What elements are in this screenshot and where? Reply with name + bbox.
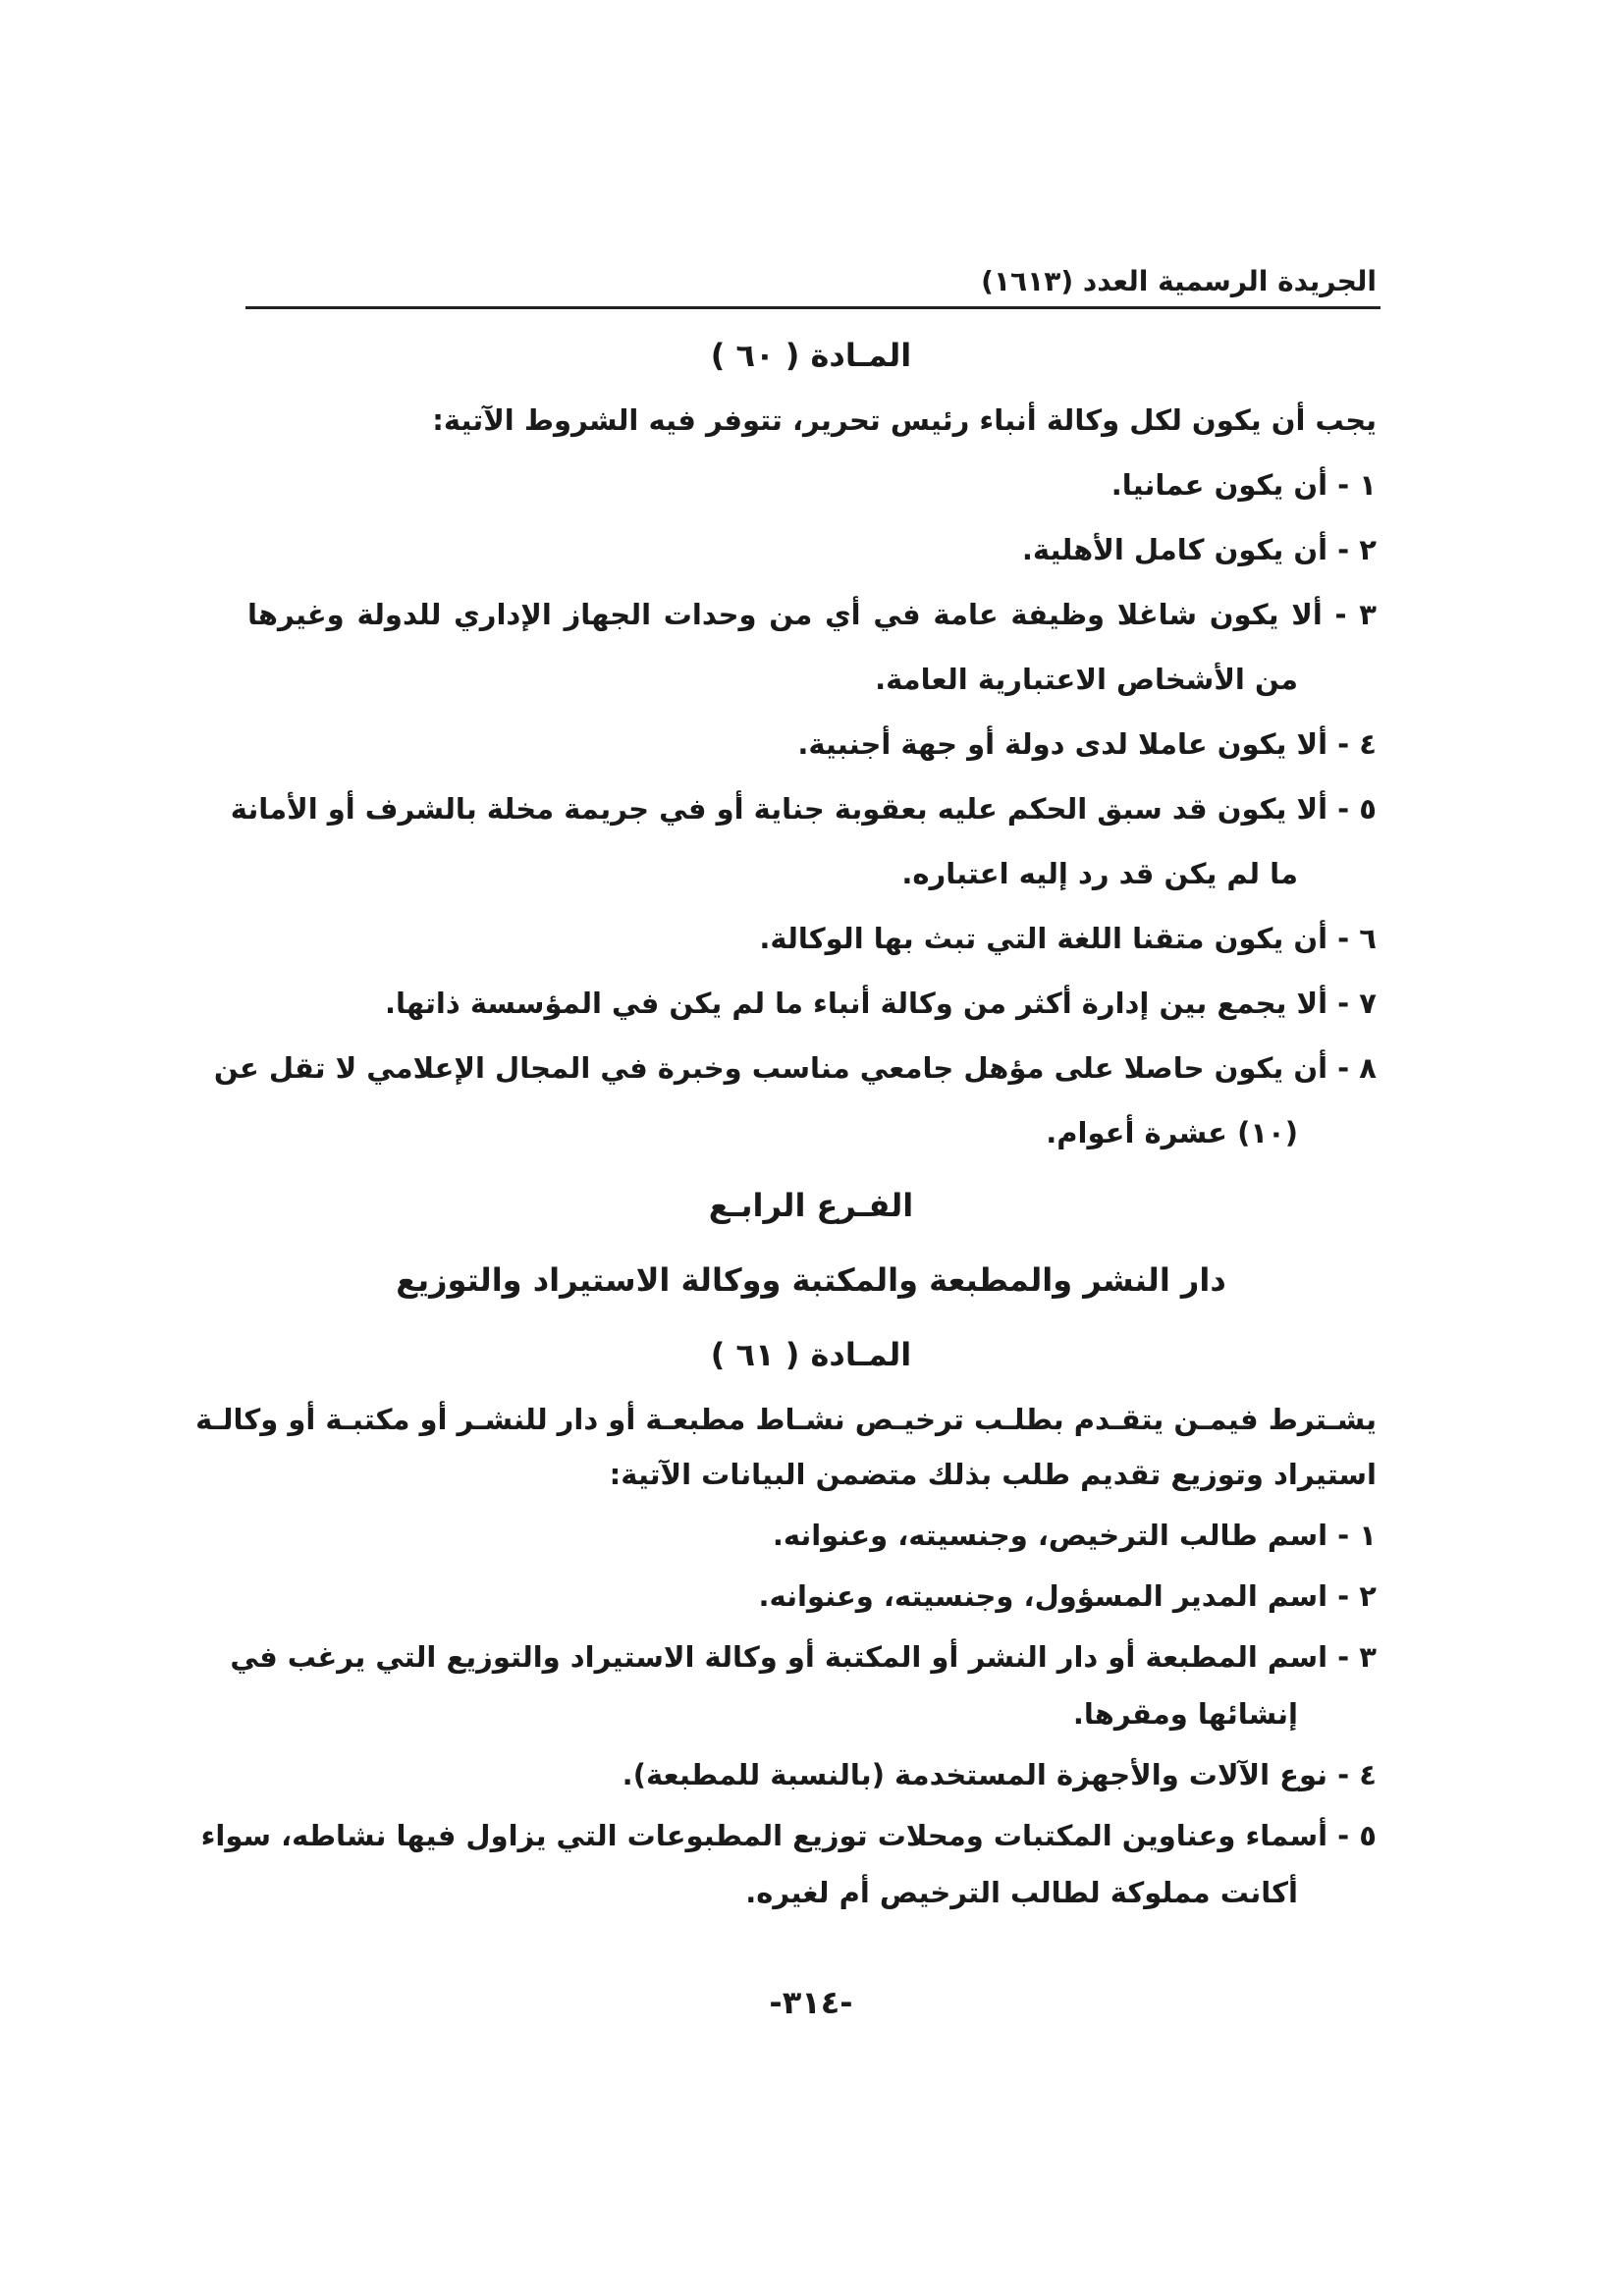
article-60-title: المـادة ( ٦٠ ) xyxy=(710,337,912,374)
article-60-item-5-cont: ما لم يكن قد رد إليه اعتباره. xyxy=(901,857,1298,890)
article-60-item-3: ٣ - ألا يكون شاغلا وظيفة عامة في أي من وحدات الجهاز الإداري للدولة وغيرها xyxy=(247,598,1377,631)
article-60-item-8: ٨ - أن يكون حاصلا على مؤهل جامعي مناسب وخبرة في المجال الإعلامي لا تقل عن xyxy=(213,1051,1377,1085)
article-60-item-3-cont: من الأشخاص الاعتبارية العامة. xyxy=(875,663,1298,696)
article-60-intro: يجب أن يكون لكل وكالة أنباء رئيس تحرير، تتوفر فيه الشروط الآتية: xyxy=(432,403,1377,437)
article-60-item-8-cont: (١٠) عشرة أعوام. xyxy=(1046,1116,1298,1149)
article-60-item-5: ٥ - ألا يكون قد سبق الحكم عليه بعقوبة جناية أو في جريمة مخلة بالشرف أو الأمانة xyxy=(230,792,1377,826)
article-61-title: المـادة ( ٦١ ) xyxy=(710,1336,912,1373)
article-61-item-5-cont: أكانت مملوكة لطالب الترخيص أم لغيره. xyxy=(745,1876,1298,1909)
running-header-title: الجريدة الرسمية العدد (١٦١٣) xyxy=(981,265,1377,297)
branch-title: الفـرع الرابـع xyxy=(708,1187,914,1224)
article-61-item-3: ٣ - اسم المطبعة أو دار النشر أو المكتبة أو وكالة الاستيراد والتوزيع التي يرغب في xyxy=(230,1640,1377,1674)
article-60-item-6: ٦ - أن يكون متقنا اللغة التي تبث بها الوكالة. xyxy=(759,922,1377,955)
article-61-item-5: ٥ - أسماء وعناوين المكتبات ومحلات توزيع المطبوعات التي يزاول فيها نشاطه، سواء xyxy=(200,1819,1377,1852)
article-60-item-2: ٢ - أن يكون كامل الأهلية. xyxy=(1021,533,1377,566)
article-61-item-2: ٢ - اسم المدير المسؤول، وجنسيته، وعنوانه. xyxy=(758,1579,1377,1613)
article-60-item-7: ٧ - ألا يجمع بين إدارة أكثر من وكالة أنباء ما لم يكن في المؤسسة ذاتها. xyxy=(384,987,1377,1020)
page-number: -٣١٤- xyxy=(769,1984,853,2021)
branch-subtitle: دار النشر والمطبعة والمكتبة ووكالة الاستيراد والتوزيع xyxy=(396,1261,1226,1299)
article-61-intro-line-1: يشـترط فيمـن يتقـدم بطلـب ترخيـص نشـاط مطبعـة أو دار للنشـر أو مكتبـة أو وكالـة xyxy=(195,1403,1377,1436)
article-61-item-1: ١ - اسم طالب الترخيص، وجنسيته، وعنوانه. xyxy=(772,1519,1377,1552)
article-60-item-4: ٤ - ألا يكون عاملا لدى دولة أو جهة أجنبية. xyxy=(797,727,1377,761)
article-61-item-4: ٤ - نوع الآلات والأجهزة المستخدمة (بالنسبة للمطبعة). xyxy=(622,1758,1377,1791)
article-60-item-1: ١ - أن يكون عمانيا. xyxy=(1110,468,1377,502)
article-61-intro-line-2: استيراد وتوزيع تقديم طلب بذلك متضمن البيانات الآتية: xyxy=(609,1458,1377,1491)
article-61-item-3-cont: إنشائها ومقرها. xyxy=(1072,1697,1298,1731)
header-rule xyxy=(245,306,1380,309)
